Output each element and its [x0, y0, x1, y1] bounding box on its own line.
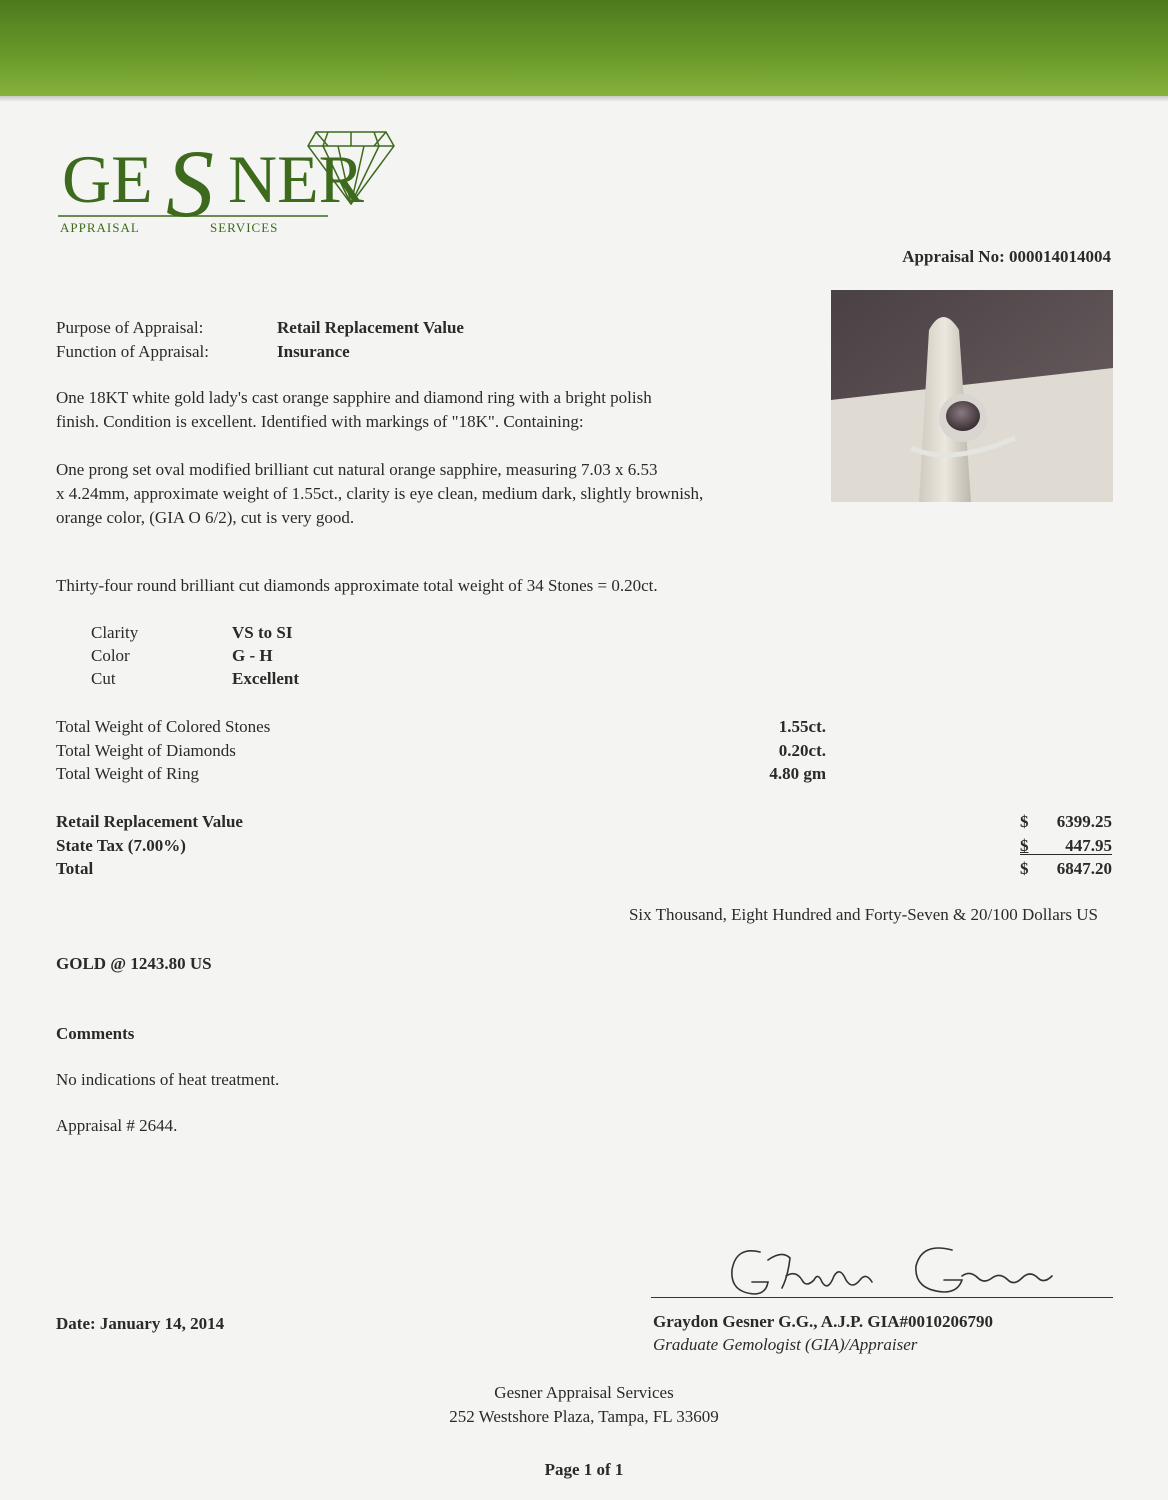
retail-value-label: Retail Replacement Value	[56, 812, 243, 831]
weight-colored-value: 1.55ct.	[778, 717, 826, 736]
gold-price: GOLD @ 1243.80 US	[56, 954, 212, 973]
signature-line	[651, 1297, 1113, 1298]
grade-color-value: G - H	[232, 646, 273, 665]
handwritten-signature	[722, 1236, 1082, 1300]
diamonds-line: Thirty-four round brilliant cut diamonds approximate total weight of 34 Stones = 0.20ct.	[56, 576, 658, 595]
sapphire-line-2: x 4.24mm, approximate weight of 1.55ct., clarity is eye clean, medium dark, slightly brownish,	[56, 484, 704, 503]
comments-heading: Comments	[56, 1024, 135, 1043]
sapphire-line-1: One prong set oval modified brilliant cut natural orange sapphire, measuring 7.03 x 6.53	[56, 460, 658, 479]
weight-ring-label: Total Weight of Ring	[56, 764, 200, 783]
purpose-label: Purpose of Appraisal:	[56, 318, 204, 337]
function-label: Function of Appraisal:	[56, 342, 209, 361]
logo-wordmark-left: GE	[62, 141, 153, 217]
total-currency: $	[1020, 859, 1029, 878]
grade-clarity-value: VS to SI	[232, 623, 293, 642]
weight-diamonds-value: 0.20ct.	[778, 741, 826, 760]
comments-line-1: No indications of heat treatment.	[56, 1070, 280, 1089]
appraiser-name: Graydon Gesner G.G., A.J.P. GIA#0010206790	[653, 1312, 994, 1331]
footer-address: 252 Westshore Plaza, Tampa, FL 33609	[449, 1407, 719, 1426]
purpose-value: Retail Replacement Value	[277, 318, 464, 337]
state-tax-amount: 447.95	[1065, 836, 1112, 855]
grade-cut-value: Excellent	[232, 669, 300, 688]
appraisal-number: Appraisal No: 000014014004	[902, 247, 1111, 266]
logo-sub-left: APPRAISAL	[60, 220, 140, 235]
appraisal-date: Date: January 14, 2014	[56, 1314, 225, 1333]
retail-value-amount: 6399.25	[1056, 812, 1112, 831]
function-value: Insurance	[277, 342, 350, 361]
grade-cut-label: Cut	[91, 669, 116, 688]
grade-color-label: Color	[91, 646, 130, 665]
ring-photo	[831, 290, 1113, 502]
logo-sub-right: SERVICES	[210, 220, 279, 235]
state-tax-label: State Tax (7.00%)	[56, 836, 186, 855]
grade-clarity-label: Clarity	[91, 623, 139, 642]
paper-edge-shadow	[0, 96, 1168, 102]
sapphire-line-3: orange color, (GIA O 6/2), cut is very good.	[56, 508, 355, 527]
total-amount: 6847.20	[1056, 859, 1112, 878]
weight-colored-label: Total Weight of Colored Stones	[56, 717, 271, 736]
state-tax-currency: $	[1020, 836, 1029, 855]
retail-value-currency: $	[1020, 812, 1029, 831]
comments-line-2: Appraisal # 2644.	[56, 1116, 178, 1135]
description-line-1: One 18KT white gold lady's cast orange sapphire and diamond ring with a bright polish	[56, 388, 652, 407]
weight-ring-value: 4.80 gm	[769, 764, 826, 783]
weight-diamonds-label: Total Weight of Diamonds	[56, 741, 236, 760]
green-top-band	[0, 0, 1168, 96]
total-label: Total	[56, 859, 94, 878]
page-number: Page 1 of 1	[544, 1460, 624, 1479]
logo-wordmark-s: S	[166, 130, 214, 237]
footer-company: Gesner Appraisal Services	[494, 1383, 674, 1402]
appraiser-title: Graduate Gemologist (GIA)/Appraiser	[653, 1335, 918, 1354]
gesner-logo	[58, 124, 398, 242]
amount-in-words: Six Thousand, Eight Hundred and Forty-Seven & 20/100 Dollars US	[628, 905, 1098, 924]
logo-wordmark-right: NER	[228, 141, 364, 217]
description-line-2: finish. Condition is excellent. Identified with markings of "18K". Containing:	[56, 412, 584, 431]
